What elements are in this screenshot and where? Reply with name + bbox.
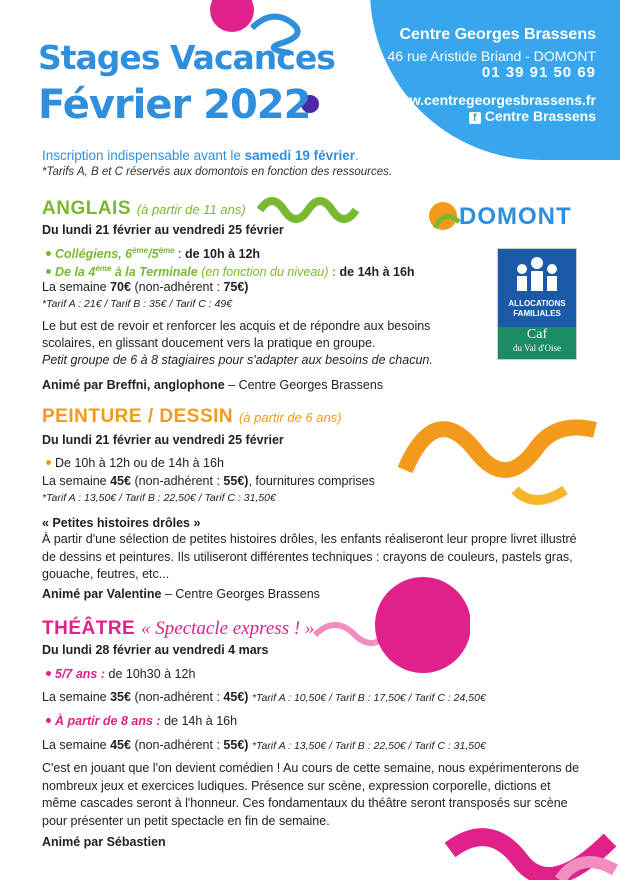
registration-deadline: samedi 19 février — [244, 148, 355, 163]
centre-address: 46 rue Aristide Briand - DOMONT — [387, 48, 596, 64]
theatre-description: C'est en jouant que l'on devient comédien ! Au cours de cette semaine, nous expérimenterons de nombreux jeux et exercices ludiques. Présence sur scène, expression corporelle, dictions et même cascades seront à l'honneur. Ces fondamentaux du théâtre seront transposés sur scène pour présenter un petit spectacle en fin de semaine. — [42, 761, 580, 828]
theatre-group2: À partir de 8 ans : de 14h à 16h — [42, 713, 237, 729]
facebook-link[interactable] — [469, 108, 596, 124]
theatre-animator: Animé par Sébastien — [42, 835, 166, 849]
caf-people-icon — [498, 249, 576, 297]
poster-title-line1: Stages Vacances — [38, 38, 335, 77]
poster-title-line2: Février 2022 — [38, 82, 311, 128]
theatre-group2-price: La semaine 45€ (non-adhérent : 55€) *Tarif A : 13,50€ / Tarif B : 22,50€ / Tarif C : 31,50€ — [42, 738, 486, 752]
peinture-tarifs: *Tarif A : 13,50€ / Tarif B : 22,50€ / Tarif C : 31,50€ — [42, 492, 276, 504]
peinture-age: (à partir de 6 ans) — [238, 410, 342, 425]
theatre-title: THÉÂTRE — [42, 618, 136, 639]
peinture-price: La semaine 45€ (non-adhérent : 55€), fournitures comprises — [42, 474, 375, 488]
centre-website[interactable]: www.centregeorgesbrassens.fr — [387, 92, 596, 108]
anglais-title: ANGLAIS — [42, 198, 131, 219]
theatre-dates: Du lundi 28 février au vendredi 4 mars — [42, 643, 269, 657]
anglais-age: (à partir de 11 ans) — [136, 202, 246, 217]
caf-emblem — [498, 249, 576, 327]
theatre-heading — [42, 618, 314, 640]
anglais-group-size: Petit groupe de 6 à 8 stagiaires pour s'adapter aux besoins de chacun. — [42, 353, 433, 367]
anglais-group2: De la 4ème à la Terminale (en fonction du niveau) : de 14h à 16h — [42, 261, 415, 280]
centre-phone: 01 39 91 50 69 — [481, 64, 596, 81]
theatre-subtitle: « Spectacle express ! » — [141, 618, 315, 639]
caf-sub: du Val d'Oise — [513, 343, 561, 353]
registration-notice: Inscription indispensable avant le samedi 19 février. — [42, 148, 359, 163]
domont-wordmark: DOMONT — [459, 203, 572, 230]
facebook-label: Centre Brassens — [484, 108, 596, 124]
caf-line2: FAMILIALES — [513, 309, 561, 318]
theatre-group1: 5/7 ans : de 10h30 à 12h — [42, 666, 195, 682]
peinture-heading — [42, 406, 342, 428]
anglais-tarifs: *Tarif A : 21€ / Tarif B : 35€ / Tarif C : 49€ — [42, 298, 233, 310]
peinture-description: À partir d'une sélection de petites histoires drôles, les enfants réaliseront leur propre livret illustré de dessins et peintures. Ils utiliseront différentes techniques : crayons de couleurs, pastels gras, gouache, feutres, etc... — [42, 532, 577, 581]
anglais-price: La semaine 70€ (non-adhérent : 75€) — [42, 280, 249, 294]
peinture-title: PEINTURE / DESSIN — [42, 406, 234, 427]
registration-text: Inscription indispensable avant le — [42, 148, 241, 163]
peinture-subtitle: « Petites histoires drôles » — [42, 516, 201, 530]
caf-name: Caf — [526, 327, 548, 342]
tarif-note: *Tarifs A, B et C réservés aux domontois en fonction des ressources. — [42, 166, 393, 178]
peinture-dates: Du lundi 21 février au vendredi 25 février — [42, 433, 284, 447]
centre-name: Centre Georges Brassens — [399, 26, 596, 43]
peinture-time: De 10h à 12h ou de 14h à 16h — [42, 455, 224, 471]
caf-line1: ALLOCATIONS — [508, 299, 566, 308]
orange-ribbon-decoration — [395, 390, 605, 520]
caf-logo — [497, 248, 577, 360]
domont-logo — [425, 198, 575, 238]
anglais-animator: Animé par Breffni, anglophone – Centre Georges Brassens — [42, 378, 384, 392]
anglais-dates: Du lundi 21 février au vendredi 25 février — [42, 223, 284, 237]
anglais-description: Le but est de revoir et renforcer les acquis et de répondre aux besoins scolaires, en glissant doucement vers la pratique en groupe. — [42, 319, 431, 350]
facebook-icon: f — [469, 112, 481, 124]
anglais-heading — [42, 198, 246, 220]
peinture-animator: Animé par Valentine – Centre Georges Brassens — [42, 587, 320, 601]
pink-ribbon-decoration — [310, 575, 470, 685]
anglais-group1: Collégiens, 6ème/5ème : de 10h à 12h — [42, 243, 260, 262]
theatre-group1-price: La semaine 35€ (non-adhérent : 45€) *Tarif A : 10,50€ / Tarif B : 17,50€ / Tarif C : 24,50€ — [42, 690, 486, 704]
